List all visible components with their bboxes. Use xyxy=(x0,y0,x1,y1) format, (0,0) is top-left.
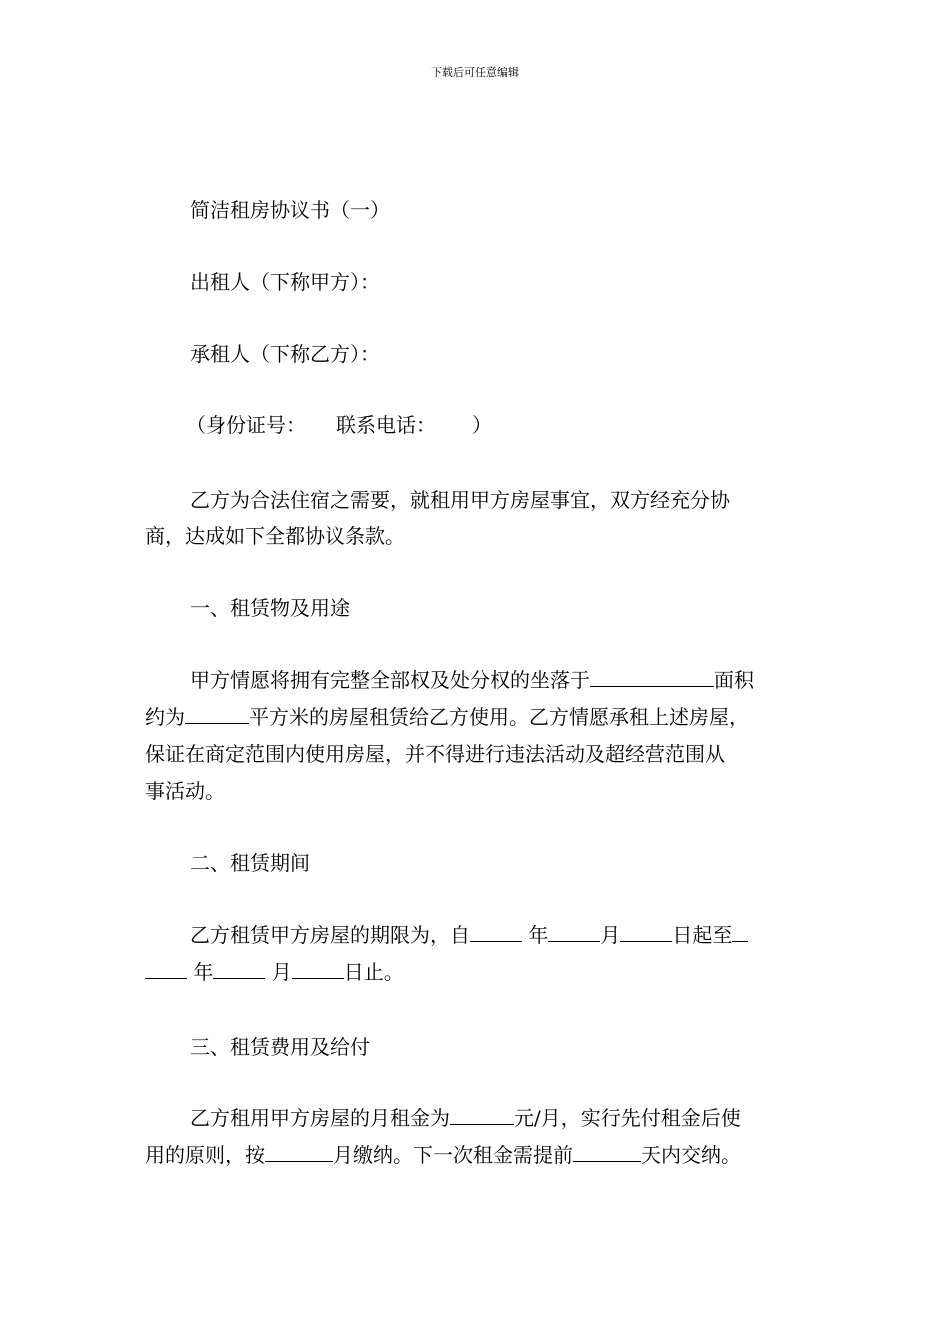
start-day-blank xyxy=(620,923,672,942)
end-month-blank xyxy=(213,960,265,979)
advance-days-blank xyxy=(573,1143,641,1162)
lessee-line: 承租人（下称乙方）： xyxy=(190,342,380,366)
location-blank xyxy=(590,668,714,687)
document-title: 简洁租房协议书（一） xyxy=(190,198,390,222)
id-info-close: ） xyxy=(472,413,492,437)
start-year-blank xyxy=(470,923,522,942)
rent-amount-blank xyxy=(450,1106,514,1125)
end-year-blank-part1 xyxy=(732,923,748,942)
section2-line-2: 年 月 日止。 xyxy=(145,960,825,984)
lessor-line: 出租人（下称甲方）： xyxy=(190,270,380,294)
section3-line-1: 乙方租用甲方房屋的月租金为 元/月，实行先付租金后使 xyxy=(190,1106,741,1130)
start-month-blank xyxy=(548,923,600,942)
section1-line-3: 保证在商定范围内使用房屋，并不得进行违法活动及超经营范围从 xyxy=(145,742,725,766)
phone-label: 联系电话： xyxy=(336,413,436,437)
end-day-blank xyxy=(292,960,344,979)
section1-heading: 一、租赁物及用途 xyxy=(190,596,350,620)
section2-line-1: 乙方租赁甲方房屋的期限为，自 年 月 日起至 xyxy=(190,923,870,947)
intro-line-2: 商，达成如下全都协议条款。 xyxy=(145,524,405,548)
page-header: 下载后可任意编辑 xyxy=(431,66,519,79)
section1-line-4: 事活动。 xyxy=(145,779,225,803)
section3-line-2: 用的原则，按 月缴纳。下一次租金需提前 天内交纳。 xyxy=(145,1143,741,1167)
intro-line-1: 乙方为合法住宿之需要，就租用甲方房屋事宜，双方经充分协 xyxy=(190,488,730,512)
area-blank xyxy=(185,705,249,724)
id-number-label: （身份证号： xyxy=(186,413,306,437)
section1-line-1: 甲方情愿将拥有完整全部权及处分权的坐落于 面积 xyxy=(190,668,754,692)
section1-line-2: 约为 平方米的房屋租赁给乙方使用。乙方情愿承租上述房屋， xyxy=(145,705,749,729)
section2-heading: 二、租赁期间 xyxy=(190,851,310,875)
end-year-blank-part2 xyxy=(145,960,187,979)
section3-heading: 三、租赁费用及给付 xyxy=(190,1035,370,1059)
id-info-line xyxy=(186,413,866,437)
payment-interval-blank xyxy=(265,1143,333,1162)
